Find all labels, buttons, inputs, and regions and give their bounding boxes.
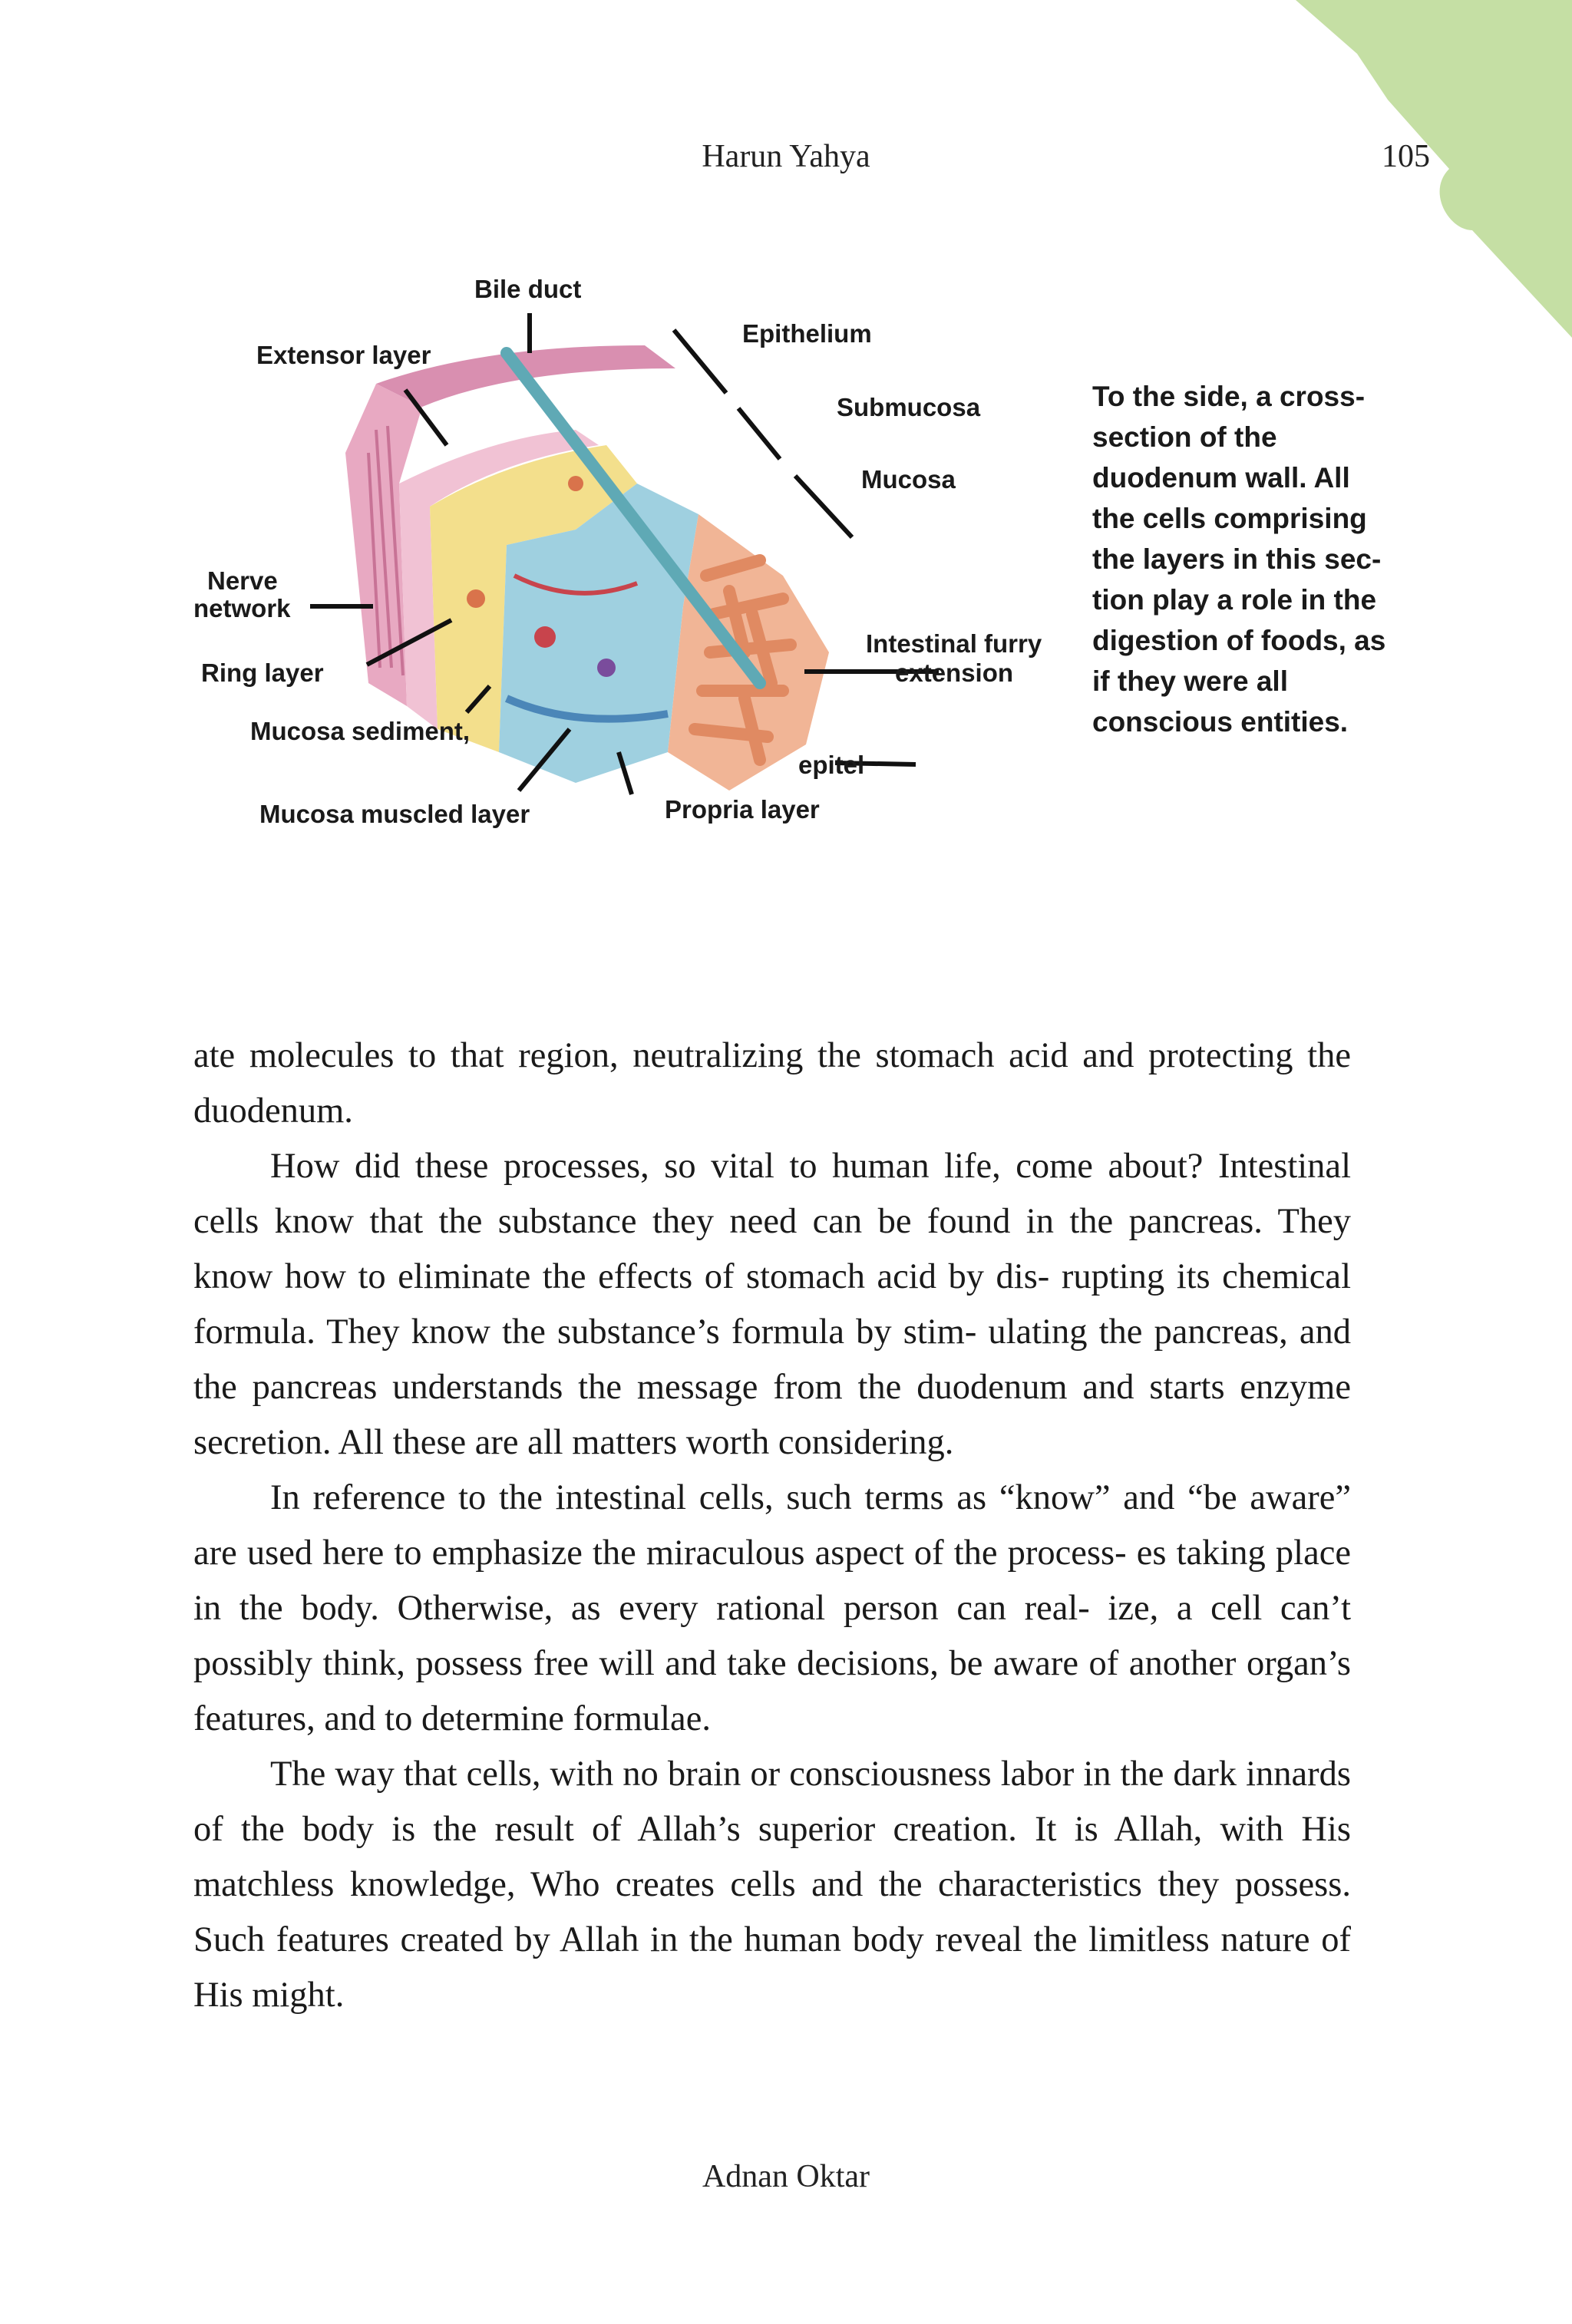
label-ring-layer: Ring layer [201,659,324,687]
cell [534,626,556,648]
label-mucosa: Mucosa [861,465,956,494]
paragraph: The way that cells, with no brain or consciousness labor in the dark innards of the body is the result of Allah’s superior creation. It is Allah, with His matchless knowledge, Who creates cells and the characteristics they possess. Such features created by Allah in the human body reveal the limitless nature of His might. [193,1755,1351,2015]
page-number: 105 [1382,139,1430,174]
running-footer: Adnan Oktar [702,2159,870,2194]
label-extensor-layer: Extensor layer [256,341,431,369]
label-nerve-network-line1: Nerve [207,566,278,595]
paragraph: How did these processes, so vital to human life, come about? Intestinal cells know that the substance they need can be found in the pancreas. They know how to eliminate the effects of stomach acid by dis- rupting its chemical formula. They know the substance’s formula by stim- ulating the pancreas, and the pancreas understands the message from the duodenum and starts enzyme secretion. All these are all matters worth considering. [193,1147,1351,1462]
cell [467,589,485,608]
body-text [193,1028,1351,2023]
label-submucosa: Submucosa [837,393,981,421]
label-epitel: epitel [798,751,865,779]
duodenum-figure [146,253,1098,867]
label-mucosa-muscled-layer: Mucosa muscled layer [259,800,530,828]
paragraph: In reference to the intestinal cells, such terms as “know” and “be aware” are used here to emphasize the miraculous aspect of the process- es taking place in the body. Otherwise, as every rational person can real- ize, a cell can’t possibly think, possess free will and take decisions, be aware of another organ’s features, and to determine formulae. [193,1478,1351,1738]
label-nerve-network-line2: network [193,594,291,622]
label-propria-layer: Propria layer [665,795,820,824]
cell [597,659,616,677]
label-intestinal-furry-line1: Intestinal furry [866,629,1042,658]
figure-caption: To the side, a cross-section of the duodenum wall. All the cells comprising the layers in this sec- tion play a role in the digestion of foods, as if they were all conscious entities. [1092,381,1386,738]
label-bile-duct: Bile duct [474,275,582,303]
label-epithelium: Epithelium [742,319,872,348]
label-mucosa-sediment: Mucosa sediment, [250,717,471,745]
paragraph: ate molecules to that region, neutralizing the stomach acid and protecting the duodenum. [193,1036,1351,1131]
cell [568,476,583,491]
running-header: Harun Yahya [702,139,870,174]
label-intestinal-furry-line2: extension [895,659,1014,687]
